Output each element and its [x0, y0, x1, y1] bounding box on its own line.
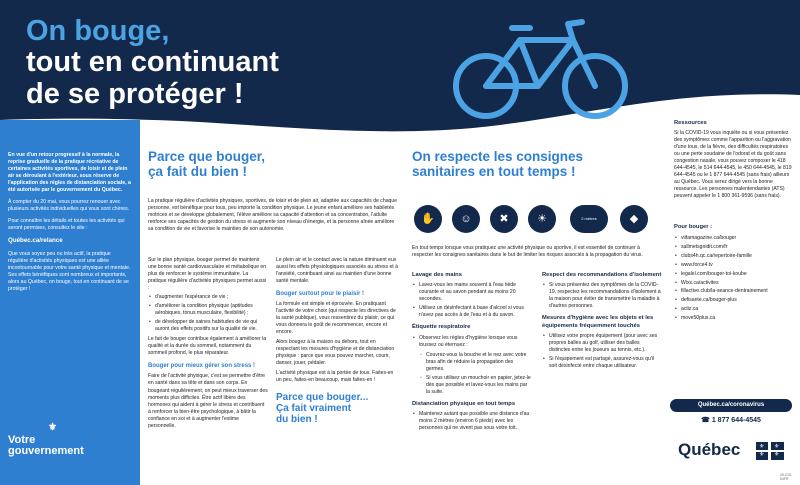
resource-link[interactable]: • move50plus.ca [674, 314, 792, 323]
benefits-heading-line-1: Parce que bouger, [148, 149, 266, 164]
links-list [674, 234, 792, 323]
list-item: • Observez les règles d'hygiène lorsque vous toussez ou éternuez : [412, 335, 532, 349]
intro-date-text: À compter du 20 mai, vous pourrez renouer avec plusieurs activités individuelles qui vous sont chères. [8, 199, 130, 213]
benefits-heading [148, 150, 398, 180]
list-item: • Lavez-vous les mains souvent à l'eau tiède courante et au savon pendant au moins 20 secondes. [412, 282, 532, 303]
sleep-text: Le fait de bouger contribue également à améliorer la qualité et la durée du sommeil, notamment du sommeil profond, le plus réparateur. [148, 336, 267, 357]
page-title [26, 16, 279, 110]
stress-text: Faire de l'activité physique, c'est se permettre d'être en santé dans sa tête et dans son corps. En bougeant régulièrement, on peut mieux traverser des moments plus difficiles. Être actif libère des hormones qui aident à gérer le stress et contribuent à renforcer la bien-être psychologique, à bâtir la confiance en soi et à augmenter l'estime personnelle. [148, 373, 268, 429]
pleasure-text-2: Alors bougez à la maison ou dehors, tout en respectant les mesures d'hygiène et de distanciation physique : parce que vous pouvez marcher, courir, danser, jouer, pédaler. [276, 339, 395, 367]
stress-subheading: Bouger pour mieux gérer son stress ! [148, 363, 256, 370]
government-logo [8, 422, 84, 457]
handwash-subheading: Lavage des mains [412, 272, 462, 278]
intro-lead: En vue d'un retour progressif à la normale, la reprise graduelle de la pratique récréative de certaines activités sportives, de loisir et de plein air se déroulant à l'extérieur, sous réserve de l'application des règles de distanciation sociale, a été autorisée par le gouvernement du Québec. [8, 152, 131, 194]
hygiene-heading [412, 150, 662, 180]
distance-icon: 2 mètres [570, 205, 608, 233]
list-item: ◦ Couvrez-vous la bouche et le nez avec votre bras afin de réduire la propagation des germes. [420, 352, 532, 373]
physical-text: Sur le plan physique, bouger permet de maintenir une bonne santé cardiovasculaire et métabolique en plus de renforcer le système immunitaire. La pratique régulière d'activités physiques permet aussi : [148, 257, 267, 292]
respiratory-sublist [420, 352, 532, 396]
benefits-column-b [276, 257, 398, 425]
gov-line-2: gouvernement [8, 445, 84, 457]
bicycle-icon [448, 14, 633, 124]
title-line-1: On bouge, [26, 15, 170, 47]
resources-heading: Ressources [674, 120, 707, 126]
isolation-list [542, 282, 662, 310]
equipment-list [542, 333, 662, 370]
nature-text: Le plein air et le contact avec la nature diminuent eux aussi les effets physiologiques associés au stress et à l'anxiété, contribuant ainsi au maintien d'une bonne santé mentale. [276, 257, 398, 285]
intro-sidebar [0, 120, 140, 485]
benefits-heading-line-2: ça fait du bien ! [148, 163, 248, 179]
handwash-list [412, 282, 532, 319]
distancing-list [412, 411, 532, 432]
pleasure-text-3: L'activité physique est à la portée de tous. Faites-en un peu, faites-en beaucoup, mais faites-en ! [276, 370, 394, 384]
quebec-flag-icon: ⚜ ⚜ ⚜ ⚜ [756, 442, 784, 460]
physical-list [148, 294, 268, 333]
handwash-icon: ✋ [414, 205, 442, 233]
pleasure-text-1: La formule est simple et éprouvée. En pratiquant l'activité de votre choix (qui respecte les directives de la santé publique), vous ressentirez du plaisir, ce qui vous donnera le goût de recommencer, encore et encore. [276, 301, 396, 336]
closing-heading [276, 392, 398, 425]
hygiene-column-a [412, 267, 532, 435]
phone-number[interactable] [670, 416, 792, 424]
soap-icon: ☀ [528, 205, 556, 233]
pleasure-subheading: Bouger surtout pour le plaisir ! [276, 291, 365, 298]
fleur-de-lis-icon: ⚜ [48, 422, 57, 433]
document-code: 20-210-54FR [780, 473, 793, 481]
closing-heading-line-1: Parce que bouger... [276, 391, 369, 403]
hygiene-icons [412, 205, 662, 239]
coronavirus-link[interactable]: Québec.ca/coronavirus [670, 399, 792, 412]
resource-link[interactable]: • fillactive.club/la-seance-dentrainement [674, 287, 792, 296]
quebec-wordmark: Québec [678, 440, 741, 459]
respiratory-subheading: Étiquette respiratoire [412, 324, 471, 331]
isolation-subheading: Respect des recommandations d'isolement [542, 272, 662, 278]
resource-link[interactable]: • sallmetsgnidit.com/fr [674, 243, 792, 252]
hygiene-column-b [542, 267, 662, 373]
title-line-3: de se protéger ! [26, 77, 244, 110]
list-item: • Si vous présentez des symptômes de la COVID-19, respectez les recommandations d'isolement à la maison pour éviter de transmettre la maladie à d'autres personnes. [542, 282, 662, 310]
benefits-section [148, 150, 398, 480]
list-item: • d'augmenter l'espérance de vie ; [148, 294, 268, 301]
intro-details-text: Pour connaître les détails et toutes les activités qui seront permises, consultez le site : [8, 218, 125, 232]
list-item: • Maintenez autant que possible une distance d'au moins 2 mètres (environ 6 pieds) avec les personnes qui ne vivent pas sous votre toit. [412, 411, 532, 432]
list-item: ◦ Si vous utilisez un mouchoir en papier, jetez-le dès que possible et lavez-vous les mains par la suite. [420, 375, 532, 396]
list-item: • Utilisez votre propre équipement (pour avec ses propres balles au golf, utiliser des balles distinctes entre les joueurs au tennis, etc.). [542, 333, 662, 354]
resource-link[interactable]: • defisante.ca/bouger-plus [674, 296, 792, 305]
hygiene-intro: En tout temps lorsque vous pratiquez une activité physique ou sportive, il est essentiel de continuer à respecter les consignes sanitaires dans le but de limiter les risques associés à la propagation du virus. [412, 245, 643, 259]
phone-number-text: 1 877 644-4545 [711, 417, 761, 424]
phone-icon: ☎ [701, 417, 710, 424]
gov-line-1: Votre [8, 434, 36, 446]
respiratory-list [412, 335, 532, 349]
closing-heading-line-2: Ça fait vraiment [276, 402, 352, 414]
list-item: • d'améliorer la condition physique (aptitudes aérobiques, tonus musculaire, flexibilité) ; [148, 303, 268, 317]
list-item: • Utilisez un désinfectant à base d'alcool si vous n'avez pas accès à de l'eau et à du savon. [412, 305, 532, 319]
gathering-icon: ✖ [490, 205, 518, 233]
hygiene-section [412, 150, 662, 480]
relance-link[interactable]: Québec.ca/relance [8, 237, 63, 245]
resource-link[interactable]: • legalel.com/bouger-toi-koube [674, 270, 792, 279]
links-heading: Pour bouger : [674, 224, 712, 230]
resources-sidebar [670, 120, 800, 485]
hygiene-heading-line-2: sanitaires en tout temps ! [412, 163, 576, 179]
resources-text: Si la COVID-19 vous inquiète ou si vous présentez des symptômes comme l'apparition ou l'aggravation d'une toux, de la fièvre, des difficultés respiratoires ou une perte soudaine de l'odorat et du goût sans congestion nasale, vous pouvez composer le 418 644-4545, le 514 644-4545, le 450 644-4545, le 819 644-4545 ou le 1 877 644-4545 (sans frais) ailleurs au Québec. Vous serez dirigé vers la bonne ressource. Les personnes malentendantes (ATS) peuvent appeler le 1 800 361-9596 (sans frais). [674, 130, 792, 200]
resource-link[interactable]: • clubs4h.qc.ca/repertoire-famille [674, 252, 792, 261]
closing-heading-line-3: du bien ! [276, 413, 318, 425]
list-item: • de développer de saines habitudes de vie qui auront des effets positifs sur la qualité de vie. [148, 319, 268, 333]
resource-link[interactable]: • www.force4.tv [674, 261, 792, 270]
benefits-intro: La pratique régulière d'activités physiques, sportives, de loisir et de plein air, adaptée aux capacités de chaque personne, est bénéfique pour tous, peu importe la condition physique. Le jeune enfant améliore ses habiletés motrices et se développe globalement, l'élève améliore sa capacité d'attention et sa concentration, l'adulte renforce ses capacités de gestion du stress et augmente son niveau d'énergie, et la personne aînée améliore sa condition de vie et favorise le maintien de son autonomie. [148, 198, 398, 233]
hygiene-heading-line-1: On respecte les consignes [412, 149, 584, 164]
cough-icon: ☺ [452, 205, 480, 233]
resource-link[interactable]: • actiz.ca [674, 305, 792, 314]
benefits-column-a [148, 257, 268, 430]
distancing-subheading: Distanciation physique en tout temps [412, 400, 516, 407]
title-line-2: tout en continuant [26, 46, 279, 79]
spray-icon: ◆ [620, 205, 648, 233]
list-item: • Si l'équipement est partagé, assurez-vous qu'il soit désinfecté entre chaque utilisateur. [542, 356, 662, 370]
resource-link[interactable]: • Wixx.ca/activites [674, 279, 792, 288]
equipment-subheading: Mesures d'hygiène avec les objets et les équipements fréquemment touchés [542, 315, 654, 329]
intro-benefits-text: Que vous soyez peu ou très actif, la pratique régulière d'activités physiques est une alliée incontournable pour votre santé physique et mentale. Ses effets bénéfiques sont nombreux et importants, alors au Québec, on bouge, tout en continuant de se protéger ! [8, 250, 131, 292]
resource-link[interactable]: • viifamagazine.ca/bouger [674, 234, 792, 243]
